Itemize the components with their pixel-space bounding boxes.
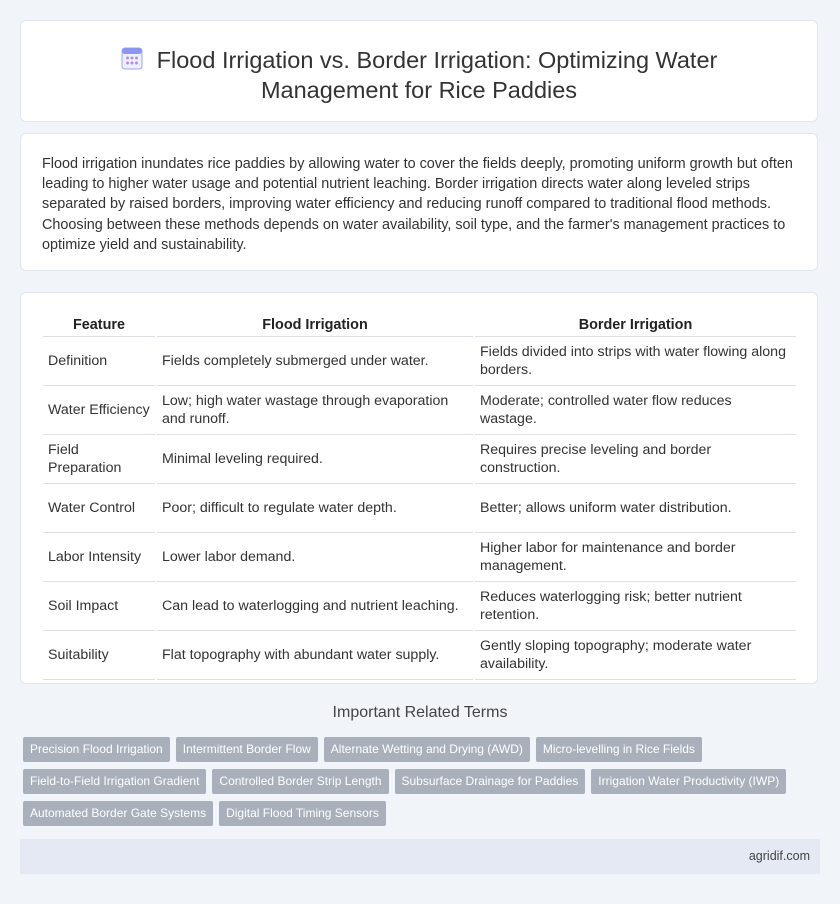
table-row (43, 435, 796, 484)
related-term-tag[interactable]: Subsurface Drainage for Paddies (395, 769, 586, 794)
row-border: Fields divided into strips with water flowing along borders. (475, 337, 796, 386)
row-border: Reduces waterlogging risk; better nutrient retention. (475, 582, 796, 631)
header-feature: Feature (43, 314, 155, 337)
footer-site-link[interactable]: agridif.com (748, 849, 810, 863)
row-feature: Water Control (43, 484, 155, 533)
related-term-tag[interactable]: Automated Border Gate Systems (23, 801, 213, 826)
row-flood: Low; high water wastage through evaporation and runoff. (157, 386, 473, 435)
row-border: Higher labor for maintenance and border management. (475, 533, 796, 582)
row-flood: Poor; difficult to regulate water depth. (157, 484, 473, 533)
page-title (21, 45, 817, 105)
title-card (20, 20, 818, 122)
table-row (43, 484, 796, 533)
title-line-1: Flood Irrigation vs. Border Irrigation: Optimizing Water (156, 47, 718, 73)
table-row (43, 386, 796, 435)
comparison-table (41, 314, 798, 680)
intro-text: Flood irrigation inundates rice paddies by allowing water to cover the fields deeply, promoting uniform growth but often leading to higher water usage and potential nutrient leaching. Border irrigation directs water along leveled strips separated by raised borders, improving water efficiency and reducing runoff compared to traditional flood methods. Choosing between these methods depends on water availability, soil type, and the farmer's management practices to optimize yield and sustainability. (42, 156, 793, 253)
row-border: Moderate; controlled water flow reduces wastage. (475, 386, 796, 435)
row-flood: Can lead to waterlogging and nutrient leaching. (157, 582, 473, 631)
row-flood: Lower labor demand. (157, 533, 473, 582)
table-row (43, 582, 796, 631)
related-term-tag[interactable]: Precision Flood Irrigation (23, 737, 170, 762)
related-terms-title: Important Related Terms (332, 704, 508, 721)
row-border: Gently sloping topography; moderate water availability. (475, 631, 796, 680)
row-border: Requires precise leveling and border construction. (475, 435, 796, 484)
row-flood: Fields completely submerged under water. (157, 337, 473, 386)
row-feature: Labor Intensity (43, 533, 155, 582)
row-feature: Soil Impact (43, 582, 155, 631)
row-feature: Suitability (43, 631, 155, 680)
row-border: Better; allows uniform water distribution. (475, 484, 796, 533)
row-flood: Minimal leveling required. (157, 435, 473, 484)
row-feature: Field Preparation (43, 435, 155, 484)
related-term-tag[interactable]: Alternate Wetting and Drying (AWD) (324, 737, 530, 762)
table-row (43, 533, 796, 582)
table-header-row (43, 314, 796, 337)
header-border: Border Irrigation (475, 314, 796, 337)
table-row (43, 337, 796, 386)
title-line-2: Management for Rice Paddies (260, 77, 578, 103)
related-term-tag[interactable]: Micro-levelling in Rice Fields (536, 737, 702, 762)
footer (20, 839, 820, 874)
related-term-tag[interactable]: Controlled Border Strip Length (212, 769, 388, 794)
table-row (43, 631, 796, 680)
row-feature: Definition (43, 337, 155, 386)
row-flood: Flat topography with abundant water supply. (157, 631, 473, 680)
intro-card (20, 133, 818, 271)
related-term-tag[interactable]: Digital Flood Timing Sensors (219, 801, 386, 826)
related-term-tag[interactable]: Intermittent Border Flow (176, 737, 318, 762)
related-term-tag[interactable]: Irrigation Water Productivity (IWP) (591, 769, 786, 794)
header-flood: Flood Irrigation (157, 314, 473, 337)
calendar-icon (121, 46, 143, 70)
related-terms-list (23, 737, 803, 833)
related-term-tag[interactable]: Field-to-Field Irrigation Gradient (23, 769, 206, 794)
row-feature: Water Efficiency (43, 386, 155, 435)
